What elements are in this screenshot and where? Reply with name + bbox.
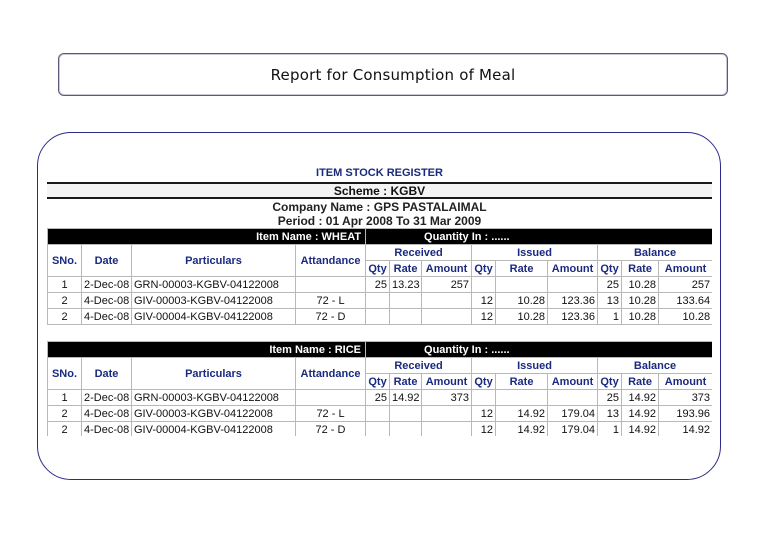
quantity-in: Quantity In : ...... [366,342,712,358]
issued-header: Issued [472,358,598,374]
rate-header: Rate [622,374,659,390]
date-cell: 4-Dec-08 [82,422,132,437]
received-qty-cell [366,309,390,325]
particulars-cell: GIV-00003-KGBV-04122008 [132,293,296,309]
sno-header: SNo. [48,245,82,277]
table-row [48,293,713,309]
stock-register-sheet [47,164,712,436]
particulars-header: Particulars [132,245,296,277]
amount-header: Amount [422,374,472,390]
issued-qty-cell: 12 [472,422,496,437]
sno-cell: 2 [48,422,82,437]
register-company: Company Name : GPS PASTALAIMAL [272,200,487,214]
particulars-cell: GIV-00004-KGBV-04122008 [132,422,296,437]
balance-qty-cell: 1 [598,422,622,437]
rate-header: Rate [496,261,548,277]
received-header: Received [366,358,472,374]
particulars-cell: GIV-00004-KGBV-04122008 [132,309,296,325]
qty-header: Qty [366,261,390,277]
date-header: Date [82,358,132,390]
attendance-cell: 72 - D [296,422,366,437]
received-rate-cell [390,406,422,422]
issued-rate-cell: 10.28 [496,293,548,309]
issued-amount-cell: 123.36 [548,293,598,309]
issued-qty-cell: 12 [472,293,496,309]
table-row [48,309,713,325]
issued-amount-cell: 179.04 [548,406,598,422]
rate-header: Rate [390,261,422,277]
issued-rate-cell: 14.92 [496,422,548,437]
amount-header: Amount [659,261,712,277]
rate-header: Rate [496,374,548,390]
table-row [48,390,713,406]
attendance-cell [296,277,366,293]
balance-header: Balance [598,245,712,261]
balance-header: Balance [598,358,712,374]
issued-qty-cell: 12 [472,406,496,422]
received-amount-cell [422,406,472,422]
date-cell: 2-Dec-08 [82,390,132,406]
amount-header: Amount [548,261,598,277]
balance-amount-cell: 373 [659,390,712,406]
issued-qty-cell: 12 [472,309,496,325]
sno-cell: 2 [48,406,82,422]
issued-rate-cell [496,390,548,406]
received-qty-cell [366,422,390,437]
received-rate-cell [390,309,422,325]
sno-cell: 2 [48,309,82,325]
issued-amount-cell [548,390,598,406]
balance-rate-cell: 10.28 [622,293,659,309]
balance-qty-cell: 25 [598,390,622,406]
particulars-cell: GRN-00003-KGBV-04122008 [132,390,296,406]
amount-header: Amount [422,261,472,277]
received-amount-cell: 257 [422,277,472,293]
qty-header: Qty [598,374,622,390]
sno-cell: 1 [48,390,82,406]
attendance-cell: 72 - L [296,293,366,309]
table-row [48,422,713,437]
balance-amount-cell: 257 [659,277,712,293]
rice-stock-table [47,341,712,436]
issued-rate-cell [496,277,548,293]
quantity-in: Quantity In : ...... [366,229,712,245]
balance-qty-cell: 13 [598,293,622,309]
attendance-cell: 72 - D [296,309,366,325]
issued-qty-cell [472,277,496,293]
wheat-stock-table [47,228,712,325]
item-name: Item Name : WHEAT [48,229,366,245]
attendance-header: Attandance [296,358,366,390]
received-rate-cell: 13.23 [390,277,422,293]
sno-cell: 1 [48,277,82,293]
date-cell: 4-Dec-08 [82,293,132,309]
sno-cell: 2 [48,293,82,309]
table-row [48,406,713,422]
issued-amount-cell [548,277,598,293]
received-rate-cell [390,293,422,309]
register-title: ITEM STOCK REGISTER [316,167,443,179]
qty-header: Qty [472,261,496,277]
table-row [48,277,713,293]
issued-qty-cell [472,390,496,406]
issued-rate-cell: 14.92 [496,406,548,422]
particulars-cell: GIV-00003-KGBV-04122008 [132,406,296,422]
balance-amount-cell: 133.64 [659,293,712,309]
received-qty-cell: 25 [366,390,390,406]
balance-rate-cell: 14.92 [622,390,659,406]
balance-amount-cell: 193.96 [659,406,712,422]
balance-rate-cell: 14.92 [622,406,659,422]
qty-header: Qty [598,261,622,277]
column-header-row [48,358,713,374]
particulars-header: Particulars [132,358,296,390]
amount-header: Amount [659,374,712,390]
received-amount-cell [422,309,472,325]
qty-header: Qty [472,374,496,390]
received-rate-cell: 14.92 [390,390,422,406]
date-cell: 4-Dec-08 [82,406,132,422]
balance-qty-cell: 13 [598,406,622,422]
attendance-header: Attandance [296,245,366,277]
issued-amount-cell: 179.04 [548,422,598,437]
issued-rate-cell: 10.28 [496,309,548,325]
qty-header: Qty [366,374,390,390]
item-name: Item Name : RICE [48,342,366,358]
balance-rate-cell: 14.92 [622,422,659,437]
received-amount-cell [422,422,472,437]
register-period: Period : 01 Apr 2008 To 31 Mar 2009 [277,214,482,228]
rate-header: Rate [390,374,422,390]
item-header-row [48,229,713,245]
register-scheme: Scheme : KGBV [47,182,712,199]
balance-amount-cell: 10.28 [659,309,712,325]
amount-header: Amount [548,374,598,390]
received-qty-cell: 25 [366,277,390,293]
slide-title-box [58,53,728,96]
slide-title: Report for Consumption of Meal [270,65,516,84]
balance-rate-cell: 10.28 [622,309,659,325]
date-cell: 2-Dec-08 [82,277,132,293]
attendance-cell [296,390,366,406]
particulars-cell: GRN-00003-KGBV-04122008 [132,277,296,293]
balance-amount-cell: 14.92 [659,422,712,437]
issued-header: Issued [472,245,598,261]
sno-header: SNo. [48,358,82,390]
rate-header: Rate [622,261,659,277]
received-qty-cell [366,406,390,422]
attendance-cell: 72 - L [296,406,366,422]
item-header-row [48,342,713,358]
date-header: Date [82,245,132,277]
received-amount-cell [422,293,472,309]
balance-rate-cell: 10.28 [622,277,659,293]
date-cell: 4-Dec-08 [82,309,132,325]
balance-qty-cell: 1 [598,309,622,325]
received-amount-cell: 373 [422,390,472,406]
balance-qty-cell: 25 [598,277,622,293]
received-header: Received [366,245,472,261]
received-rate-cell [390,422,422,437]
column-header-row [48,245,713,261]
received-qty-cell [366,293,390,309]
issued-amount-cell: 123.36 [548,309,598,325]
